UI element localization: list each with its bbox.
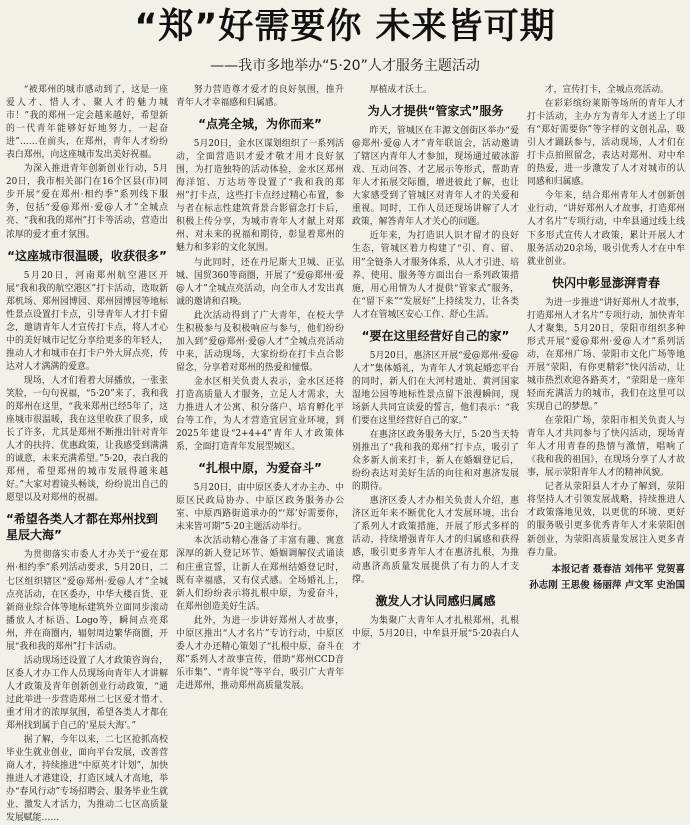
paragraph: 据了解，今年以来，二七区抢抓高校毕业生就业创业，面向平台发展，改善营商人才，持续推进“中原英才计划”，加快推进人才港建设，打造区域人才高地，举办“春风行动”专场招聘会、服务毕业生就业、激发人才活力，为推动二七区高质量发展赋能…… <box>6 735 168 824</box>
paragraph: 此外，为进一步讲好郑州人才故事，中原区推出“人才名片”专访行动，中原区委人才办还精心策划了“扎根中原，奋斗在郑”系列人才故事宣传，借助“郑州CCD音乐市集”、“青年说”等平台，吸引广大青年走进郑州，推动郑州高质量发展。 <box>176 615 344 691</box>
paragraph: 在荥阳广场，荥阳市相关负责人与青年人才共同参与了快闪活动，现场青年人才用青春的热情与激情，唱响了《我和我的祖国》，在现场分享了人才故事，展示荥阳青年人才的精神风貌。 <box>527 416 685 479</box>
paragraph: 努力营造尊才爱才的良好氛围，推升青年人才幸福感和归属感。 <box>176 85 344 109</box>
article-column-2 <box>176 84 344 691</box>
paragraph: 5月20日，惠济区开展“爱@郑州·爱@人才”集体婚礼，为青年人才筑起婚恋平台的同时，新人们在大河村遗址、黄河国家湿地公园等地标性景点留下浪漫瞬间，现场新人共同宣读爱的誓言，他们表示：“我们要在这里经营好自己的家。” <box>352 350 519 426</box>
section-heading: “点亮全城，为你而来” <box>198 117 322 132</box>
paragraph: 此次活动得到了广大青年，在校大学生积极参与及积极响应与参与，他们纷纷加入到“爱@郑州·爱@人才”全城点亮活动中来，活动现场，大家纷纷在打卡点合影留念，分享着对郑州的热爱和憧憬。 <box>176 310 344 373</box>
paragraph: 厚植成才沃土。 <box>369 85 432 95</box>
paragraph: 在彩彩缤纷莱斯等场所的青年人才打卡活动，主办方为青年人才送上了印有“郑好需要你”等字样的文创礼品，吸引人才踊跃参与，活动现场，人才们在打卡点拍照留念，表达对郑州、对中牟的热爱，进一步激发了人才对城市的认同感和归属感。 <box>527 99 685 188</box>
section-heading: 为人才提供“管家式”服务 <box>367 104 504 119</box>
section-heading: “要在这里经营好自己的家” <box>361 328 510 343</box>
paragraph: 近年来，为打造识人识才留才的良好生态，管城区着力构建了“引、育、留、用”全链条人才服务体系，从人才引进、培养、使用、服务等方面出台一系列政策措施，用心用情为人才提供“管家式”服务，在“留下来”“发展好”上持续发力，让各类人才在管城区安心工作、舒心生活。 <box>352 231 519 320</box>
paragraph: 活动现场还设置了人才政策咨询台，区委人才办工作人员现场向青年人才讲解人才政策及青年创新创业行动政策，“通过此举进一步营造郑州二七区爱才惜才、重才用才的浓厚氛围，希望各类人才都在郑州找到属于自己的‘星辰大海’。” <box>6 655 168 732</box>
section-heading: 快闪中彰显澎湃青春 <box>551 275 660 290</box>
section-heading: “扎根中原，为爱奋斗” <box>198 461 322 476</box>
paragraph: 为深入推进青年创新创业行动，5月20日，我市相关部门在16个区县(市)同步开展“爱在郑州·相约季”系列线下服务，包括“爱@郑州·爱@人才”全城点亮、“我和我的郑州”打卡等活动，营造出浓厚的爱才重才氛围。 <box>6 164 168 240</box>
paragraph: 与此同时，还在丹尼斯大卫城、正弘城、国贸360等商圈，开展了“爱@郑州·爱@人才”全城点亮活动，向全市人才发出真诚的邀请和召唤。 <box>176 257 344 307</box>
reporter-byline: 本报记者 聂春洁 刘伟平 党贺喜 <box>551 563 685 575</box>
paragraph: 在惠济区政务服务大厅，5·20当天特别推出了“我和我的郑州”打卡点，吸引了众多新人前来打卡，新人在婚姻登记后，纷纷表达对美好生活的向往和对惠济发展的期待。 <box>352 430 519 493</box>
article-column-1 <box>6 84 168 824</box>
paragraph: “被郑州的城市感动到了，这是一座爱人才、惜人才、聚人才的魅力城市！”我的郑州一定会越来越好，希望新的一代青年能够好好地努力，一起奋进”……在前头，在郑州，青年人才纷纷表白郑州，向这座城市发出美好祝福。 <box>6 85 168 161</box>
reporter-byline: 孙志刚 王思俊 杨丽萍 卢文军 史治国 <box>529 579 685 591</box>
subheadline: ——我市多地举办“5·20”人才服务主题活动 <box>210 58 480 74</box>
paragraph: 昨天，管城区在丰源文创街区举办“爱@郑州·爱@人才”青年联谊会，活动邀请了辖区内青年人才参加，现场通过破冰游戏、互动问答、才艺展示等形式，帮助青年人才拓展交际圈，增进彼此了解，也让大家感受到了管城区对青年人才的关爱和重视。同时，工作人员还现场讲解了人才政策，解答青年人才关心的问题。 <box>352 126 519 228</box>
paragraph: 今年来，结合郑州青年人才创新创业行动，“讲好郑州人才故事，打造郑州人才名片”专项行动，中牟县通过线上线下多形式宣传人才政策，累计开展人才服务活动20余场，吸引优秀人才在中牟就业创业。 <box>527 191 685 267</box>
paragraph: 5月20日，金水区谋划组织了一系列活动，全面营造识才爱才敬才用才良好氛围，为打造独特的活动体验，金水区郑州海洋馆、万达坊等设置了“我和我的郑州”打卡点，这些打卡点经过精心布置，参与者在标志性建筑背景合影留念打卡后，积极上传分享，为城市青年人才献上对郑州、对未来的祝福和期待，彰显着郑州的魅力和多彩的文化氛围。 <box>176 139 344 254</box>
paragraph: 现场，人才们看着大屏播放，一张张笑脸，一句句祝福，“5·20”来了，我和我的郑州在这里，“我来郑州已经5年了，这座城市很温暖，我在这里收获了很多，成长了许多，尤其是郑州不断推出针对青年人才的扶持、优惠政策，让我感受到满满的诚意，未来充满希望。”5·20，表白我的郑州，希望郑州的城市发展得越来越好。”大家对着镜头畅谈，纷纷说出自己的愿望以及对郑州的祝福。 <box>6 375 168 504</box>
article-column-3 <box>352 84 519 650</box>
paragraph: 为贯彻落实市委人才办关于“爱在郑州·相约季”系列活动要求，5月20日，二七区组织辖区“爱@郑州·爱@人才”全城点亮活动，在区委办，中华大楼百货、亚新商业综合体等地标建筑外立面同步滚动播放人才标语、Logo等，瞬间点亮郑州，并在商圈内，辐射周边繁华商圈，开展“我和我的郑州”打卡活动。 <box>6 550 168 652</box>
article-column-4 <box>527 84 685 650</box>
section-heading: 激发人才认同感归属感 <box>375 593 496 608</box>
paragraph: 才，宣传打卡，全城点亮活动。 <box>544 85 670 95</box>
section-heading: “这座城市很温暖，收获很多” <box>7 248 167 263</box>
paragraph: 金水区相关负责人表示，金水区还将打造高质量人才服务，立足人才需求，大力推进人才公寓、积分落户、培育孵化平台等工作，为人才营造宜居宜业环境，到2025年建设“2+4+4”青年人才政策体系，全面打造青年发展型城区。 <box>176 376 344 453</box>
paragraph: 5月20日，由中原区委人才办主办、中原区民政局协办、中原区政务服务办公室、中原西路街道承办的“‘郑’好需要你，未来皆可期”5·20主题活动举行。 <box>176 483 344 533</box>
paragraph: 5月20日，河南郑州航空港区开展“我和我的航空港区”打卡活动，选取新郑机场、郑州园博园、郑州园博园等地标性景点设置打卡点，引导青年人才打卡留念，邀请青年人才宣传打卡点，将人才心中的美好城市记忆分享给更多的年轻人，推动人才和城市在打卡户外大屏点亮，传达对人才满满的爱意。 <box>6 270 168 372</box>
headline: “郑”好需要你 未来皆可期 <box>134 7 556 47</box>
section-heading: “希望各类人才都在郑州找到星辰大海” <box>6 512 158 543</box>
paragraph: 为集聚广大青年人才扎根郑州，扎根中原，5月20日，中牟县开展“5·20表白人才 <box>352 615 519 652</box>
paragraph: 为进一步推进“讲好郑州人才故事，打造郑州人才名片”专项行动，加快青年人才聚集，5月20日，荥阳市组织多种形式开展“爱@郑州·爱@人才”系列活动，在郑州广场、荥阳市文化广场等地开展“荥阳，有你更精彩”快闪活动，让城市热烈欢迎各路英才，“荥阳是一座年轻而充满活力的城市，我们在这里可以实现自己的梦想。” <box>527 297 685 413</box>
paragraph: 记者从荥阳县人才办了解到，荥阳将坚持人才引领发展战略，持续推进人才政策落地见效，以更优的环境、更好的服务吸引更多优秀青年人才来荥阳创新创业，为荥阳高质量发展注入更多青春力量。 <box>527 482 685 558</box>
paragraph: 惠济区委人才办相关负责人介绍，惠济区近年来不断优化人才发展环境，出台了系列人才政策措施，开展了形式多样的活动，持续增强青年人才的归属感和获得感，吸引更多青年人才在惠济扎根，为推动惠济高质量发展提供了有力的人才支撑。 <box>352 496 519 585</box>
paragraph: 本次活动精心准备了丰富有趣、寓意深厚的新人登记环节、婚姻调解仪式诵读和庄重宣誓，让新人在郑州结婚登记时，既有幸福感，又有仪式感。全场婚礼上，新人们纷纷表示将扎根中原，为爱奋斗，在郑州创造美好生活。 <box>176 536 344 612</box>
